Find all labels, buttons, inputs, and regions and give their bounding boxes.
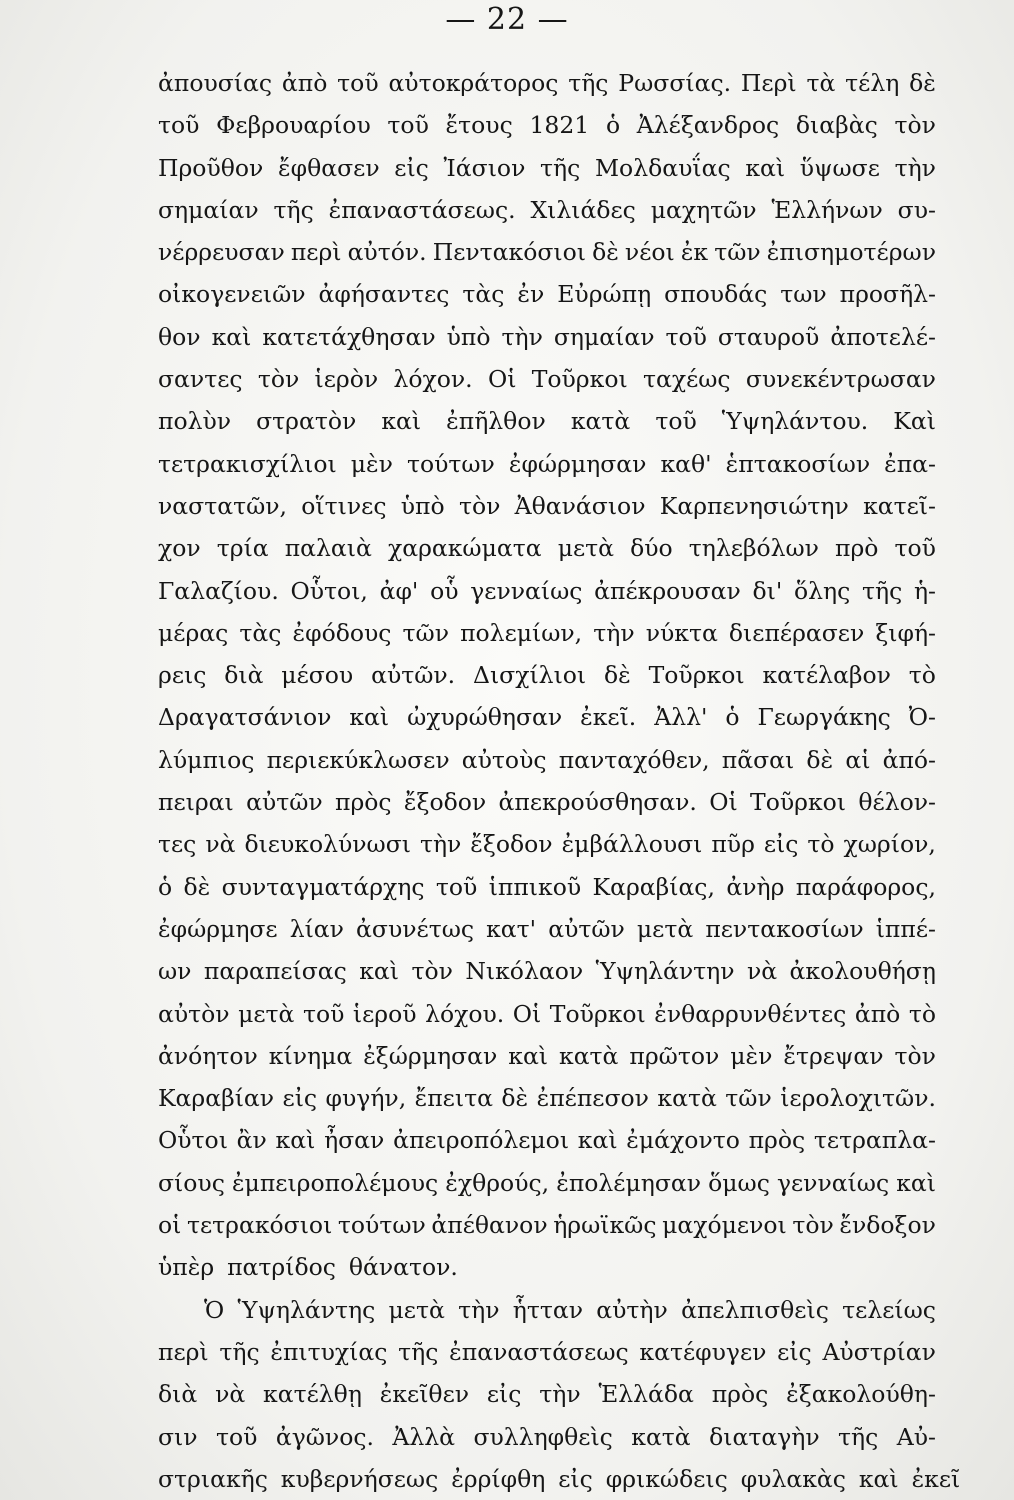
- text-line: σιν τοῦ ἀγῶνος. Ἀλλὰ συλληφθεὶς κατὰ διαταγὴν τῆς Αὐ-: [158, 1422, 936, 1451]
- text-line: Προῦθον ἔφθασεν εἰς Ἰάσιον τῆς Μολδαυΐας καὶ ὕψωσε τὴν: [158, 153, 936, 182]
- text-line: τετρακισχίλιοι μὲν τούτων ἐφώρμησαν καθ' ἑπτακοσίων ἐπα-: [158, 449, 936, 478]
- text-line: Γαλαζίου. Οὗτοι, ἀφ' οὗ γενναίως ἀπέκρουσαν δι' ὅλης τῆς ἡ-: [158, 576, 936, 605]
- text-line: ἀνόητον κίνημα ἐξώρμησαν καὶ κατὰ πρῶτον μὲν ἔτρεψαν τὸν: [158, 1041, 936, 1070]
- text-line: ὑπὲρ πατρίδος θάνατον.: [158, 1253, 458, 1282]
- text-line: λύμπιος περιεκύκλωσεν αὐτοὺς πανταχόθεν, πᾶσαι δὲ αἱ ἀπό-: [158, 745, 936, 774]
- text-line: σαντες τὸν ἱερὸν λόχον. Οἱ Τοῦρκοι ταχέως συνεκέντρωσαν: [158, 365, 936, 394]
- body-text: [158, 62, 961, 1500]
- text-line: Καραβίαν εἰς φυγήν, ἔπειτα δὲ ἐπέπεσον κατὰ τῶν ἱερολοχιτῶν.: [158, 1084, 936, 1113]
- text-line: σίους ἐμπειροπολέμους ἐχθρούς, ἐπολέμησαν ὅμως γενναίως καὶ: [158, 1168, 936, 1197]
- text-line: πολὺν στρατὸν καὶ ἐπῆλθον κατὰ τοῦ Ὑψηλάντου. Καὶ: [158, 407, 936, 436]
- text-line: ναστατῶν, οἵτινες ὑπὸ τὸν Ἀθανάσιον Καρπενησιώτην κατεῖ-: [158, 491, 936, 520]
- text-line: χον τρία παλαιὰ χαρακώματα μετὰ δύο τηλεβόλων πρὸ τοῦ: [158, 534, 936, 563]
- text-line: τες νὰ διευκολύνωσι τὴν ἔξοδον ἐμβάλλουσι πῦρ εἰς τὸ χωρίον,: [158, 830, 936, 859]
- text-line: ἀπουσίας ἀπὸ τοῦ αὐτοκράτορος τῆς Ρωσσίας. Περὶ τὰ τέλη δὲ: [158, 69, 936, 97]
- text-line: Δραγατσάνιον καὶ ὠχυρώθησαν ἐκεῖ. Ἀλλ' ὁ Γεωργάκης Ὀ-: [158, 703, 936, 732]
- text-line: θον καὶ κατετάχθησαν ὑπὸ τὴν σημαίαν τοῦ σταυροῦ ἀποτελέ-: [158, 322, 936, 351]
- text-line: ὁ δὲ συνταγματάρχης τοῦ ἱππικοῦ Καραβίας, ἀνὴρ παράφορος,: [158, 872, 936, 901]
- text-line: οἰκογενειῶν ἀφήσαντες τὰς ἐν Εὐρώπῃ σπουδάς των προσῆλ-: [158, 280, 936, 309]
- text-line: ρεις διὰ μέσου αὐτῶν. Δισχίλιοι δὲ Τοῦρκοι κατέλαβον τὸ: [158, 661, 936, 690]
- text-line: περὶ τῆς ἐπιτυχίας τῆς ἐπαναστάσεως κατέφυγεν εἰς Αὐστρίαν: [158, 1337, 936, 1366]
- text-line: ἐφώρμησε λίαν ἀσυνέτως κατ' αὐτῶν μετὰ πεντακοσίων ἱππέ-: [158, 914, 936, 943]
- text-line: νέρρευσαν περὶ αὐτόν. Πεντακόσιοι δὲ νέοι ἐκ τῶν ἐπισημοτέρων: [158, 238, 936, 267]
- text-line: ων παραπείσας καὶ τὸν Νικόλαον Ὑψηλάντην νὰ ἀκολουθήσῃ: [158, 957, 936, 986]
- text-line: Ὁ Ὑψηλάντης μετὰ τὴν ἧτταν αὐτὴν ἀπελπισθεὶς τελείως: [204, 1295, 936, 1324]
- text-line: πειραι αὐτῶν πρὸς ἔξοδον ἀπεκρούσθησαν. Οἱ Τοῦρκοι θέλον-: [158, 788, 936, 817]
- text-line: διὰ νὰ κατέλθῃ ἐκεῖθεν εἰς τὴν Ἑλλάδα πρὸς ἐξακολούθη-: [158, 1380, 936, 1409]
- text-line: τοῦ Φεβρουαρίου τοῦ ἔτους 1821 ὁ Ἀλέξανδρος διαβὰς τὸν: [158, 111, 936, 140]
- text-line: μέρας τὰς ἐφόδους τῶν πολεμίων, τὴν νύκτα διεπέρασεν ξιφή-: [158, 618, 936, 647]
- text-line: σημαίαν τῆς ἐπαναστάσεως. Χιλιάδες μαχητῶν Ἑλλήνων συ-: [158, 195, 936, 224]
- text-line: Οὗτοι ἂν καὶ ἦσαν ἀπειροπόλεμοι καὶ ἐμάχοντο πρὸς τετραπλα-: [158, 1126, 936, 1155]
- page-number: — 22 —: [445, 2, 569, 37]
- text-line: οἱ τετρακόσιοι τούτων ἀπέθανον ἡρωϊκῶς μαχόμενοι τὸν ἔνδοξον: [158, 1211, 936, 1240]
- text-line: στριακῆς κυβερνήσεως ἐρρίφθη εἰς φρικώδεις φυλακὰς καὶ ἐκεῖ: [158, 1464, 961, 1493]
- text-line: αὐτὸν μετὰ τοῦ ἱεροῦ λόχου. Οἱ Τοῦρκοι ἐνθαρρυνθέντες ἀπὸ τὸ: [158, 999, 936, 1028]
